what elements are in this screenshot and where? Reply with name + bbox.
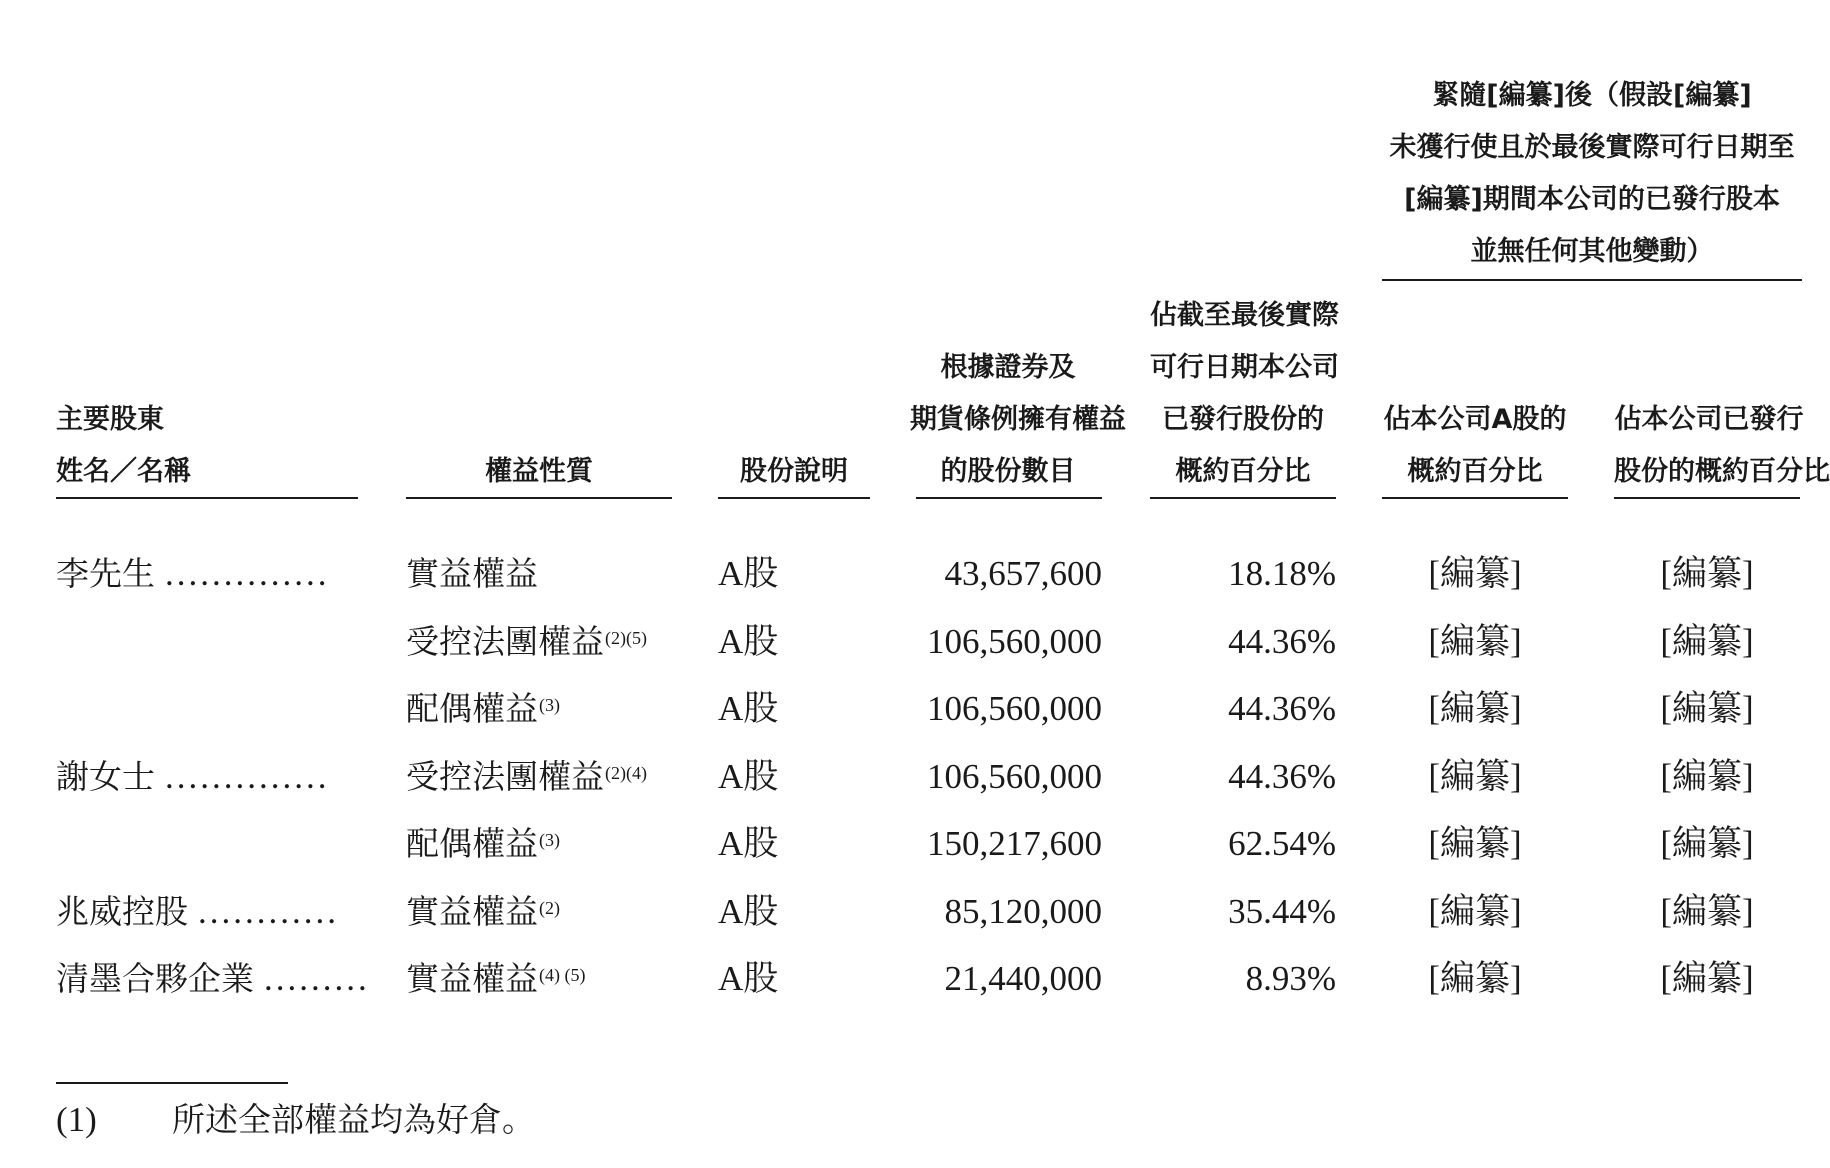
share-description: A股 bbox=[718, 689, 779, 728]
share-count: 43,657,600 bbox=[944, 554, 1102, 593]
pct-current: 35.44% bbox=[1228, 891, 1336, 931]
footnote-ref: (4) (5) bbox=[539, 965, 586, 985]
pct-a-redacted: [編纂] bbox=[1428, 554, 1522, 593]
pct-a-redacted: [編纂] bbox=[1428, 824, 1522, 863]
footnote-ref: (2)(4) bbox=[605, 762, 647, 783]
interest-nature: 受控法團權益 bbox=[406, 756, 604, 796]
pct-issued-redacted: [編纂] bbox=[1660, 891, 1754, 931]
header-line: 佔本公司A股的 bbox=[1383, 404, 1567, 435]
header-shareholder bbox=[56, 394, 356, 498]
header-line: 股份說明 bbox=[740, 456, 848, 487]
header-group-after bbox=[1382, 70, 1802, 278]
column-rule bbox=[916, 497, 1102, 499]
column-rule bbox=[718, 497, 870, 499]
pct-issued-redacted: [編纂] bbox=[1660, 959, 1754, 998]
header-line: 佔本公司已發行 bbox=[1614, 404, 1804, 435]
nature-cell bbox=[406, 687, 706, 731]
header-line: 概約百分比 bbox=[1407, 456, 1543, 487]
shareholder-name: 清墨合夥企業 bbox=[56, 959, 254, 998]
pct-issued-redacted: [編纂] bbox=[1660, 621, 1754, 661]
leader-dots: .............. bbox=[165, 756, 330, 796]
pct-current: 8.93% bbox=[1245, 959, 1336, 998]
footnote bbox=[56, 1098, 535, 1142]
shareholder-name: 謝女士 bbox=[56, 756, 155, 796]
interest-nature: 配偶權益 bbox=[406, 824, 538, 863]
share-count: 106,560,000 bbox=[927, 689, 1102, 728]
interest-nature: 實益權益 bbox=[406, 891, 538, 931]
nature-cell bbox=[406, 552, 706, 596]
footnote-rule bbox=[56, 1082, 288, 1084]
interest-nature: 受控法團權益 bbox=[406, 621, 604, 661]
shareholder-name-cell bbox=[56, 890, 366, 934]
pct-current: 44.36% bbox=[1228, 689, 1336, 728]
interest-nature: 實益權益 bbox=[406, 959, 538, 998]
share-description: A股 bbox=[718, 554, 779, 593]
header-line: 主要股東 bbox=[56, 404, 164, 435]
share-count: 106,560,000 bbox=[927, 621, 1102, 661]
share-description: A股 bbox=[718, 621, 779, 661]
pct-current: 18.18% bbox=[1228, 554, 1336, 593]
header-line: 股份的概約百分比 bbox=[1614, 456, 1830, 487]
pct-a-redacted: [編纂] bbox=[1428, 621, 1522, 661]
header-line: 未獲行使且於最後實際可行日期至 bbox=[1389, 132, 1795, 163]
header-nature bbox=[406, 446, 672, 498]
header-shares bbox=[910, 342, 1126, 498]
leader-dots: ......... bbox=[264, 959, 370, 998]
share-description: A股 bbox=[718, 959, 779, 998]
pct-current: 44.36% bbox=[1228, 621, 1336, 661]
share-count: 150,217,600 bbox=[927, 824, 1102, 863]
footnote-marker: (1) bbox=[56, 1100, 97, 1139]
shareholder-name: 兆威控股 bbox=[56, 891, 188, 931]
pct-a-redacted: [編纂] bbox=[1428, 689, 1522, 728]
pct-current: 44.36% bbox=[1228, 756, 1336, 796]
share-description: A股 bbox=[718, 756, 779, 796]
leader-dots: ............ bbox=[198, 891, 339, 931]
header-line: 並無任何其他變動） bbox=[1470, 236, 1714, 267]
nature-cell bbox=[406, 620, 706, 664]
footnote-ref: (3) bbox=[539, 830, 560, 850]
shareholder-name-cell bbox=[56, 755, 366, 799]
share-description: A股 bbox=[718, 891, 779, 931]
header-pct-a bbox=[1382, 394, 1568, 498]
pct-a-redacted: [編纂] bbox=[1428, 891, 1522, 931]
shareholder-name: 李先生 bbox=[56, 554, 155, 593]
header-line: 可行日期本公司 bbox=[1150, 352, 1339, 383]
footnote-ref: (2)(5) bbox=[605, 627, 647, 648]
header-line: 根據證券及 bbox=[940, 352, 1076, 383]
footnote-ref: (2) bbox=[539, 897, 560, 918]
header-line: 佔截至最後實際 bbox=[1150, 300, 1339, 331]
share-description: A股 bbox=[718, 824, 779, 863]
pct-current: 62.54% bbox=[1228, 824, 1336, 863]
interest-nature: 實益權益 bbox=[406, 554, 538, 593]
column-rule bbox=[406, 497, 672, 499]
header-description bbox=[718, 446, 870, 498]
pct-issued-redacted: [編纂] bbox=[1660, 824, 1754, 863]
header-line: 緊隨[編纂]後（假設[編纂] bbox=[1432, 80, 1752, 111]
header-line: 權益性質 bbox=[485, 456, 593, 487]
share-count: 106,560,000 bbox=[927, 756, 1102, 796]
share-count: 85,120,000 bbox=[944, 891, 1102, 931]
header-pct-issued bbox=[1614, 394, 1830, 498]
share-count: 21,440,000 bbox=[944, 959, 1102, 998]
shareholder-name-cell bbox=[56, 957, 370, 1001]
footnote-ref: (3) bbox=[539, 695, 560, 715]
nature-cell bbox=[406, 755, 706, 799]
header-line: 的股份數目 bbox=[940, 456, 1076, 487]
header-line: 概約百分比 bbox=[1175, 456, 1311, 487]
pct-a-redacted: [編纂] bbox=[1428, 959, 1522, 998]
header-line: 已發行股份的 bbox=[1162, 404, 1324, 435]
pct-issued-redacted: [編纂] bbox=[1660, 689, 1754, 728]
leader-dots: .............. bbox=[165, 554, 330, 593]
interest-nature: 配偶權益 bbox=[406, 689, 538, 728]
pct-issued-redacted: [編纂] bbox=[1660, 756, 1754, 796]
group-rule bbox=[1382, 279, 1802, 281]
footnote-text: 所述全部權益均為好倉。 bbox=[172, 1100, 535, 1139]
header-line: 期貨條例擁有權益 bbox=[910, 404, 1126, 435]
header-pct-current bbox=[1150, 290, 1339, 498]
header-line: [編纂]期間本公司的已發行股本 bbox=[1404, 184, 1780, 215]
pct-issued-redacted: [編纂] bbox=[1660, 554, 1754, 593]
nature-cell bbox=[406, 822, 706, 866]
pct-a-redacted: [編纂] bbox=[1428, 756, 1522, 796]
column-rule bbox=[1150, 497, 1336, 499]
shareholder-name-cell bbox=[56, 552, 366, 596]
column-rule bbox=[1614, 497, 1800, 499]
nature-cell bbox=[406, 957, 706, 1001]
column-rule bbox=[56, 497, 358, 499]
column-rule bbox=[1382, 497, 1568, 499]
header-line: 姓名／名稱 bbox=[56, 456, 191, 487]
nature-cell bbox=[406, 890, 706, 934]
